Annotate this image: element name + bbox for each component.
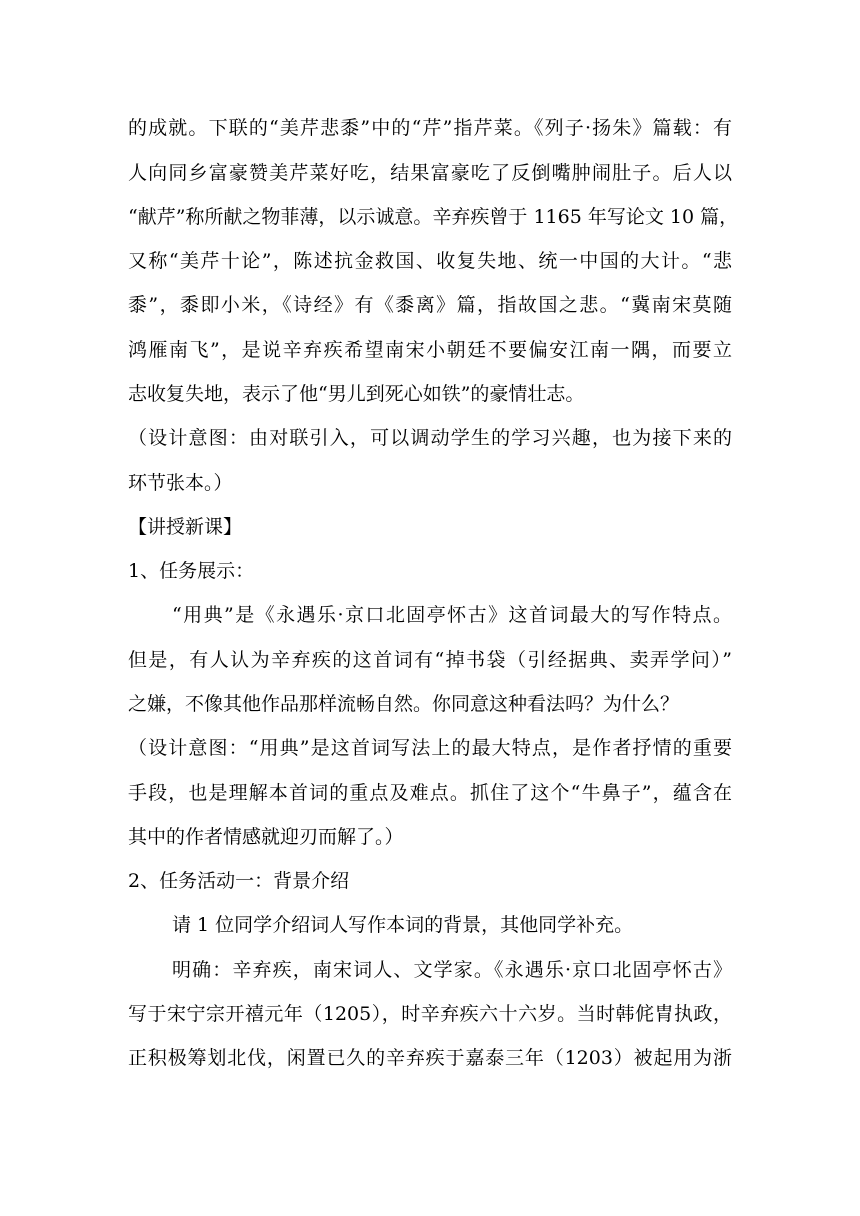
design-intent-line: （设计意图：“用典”是这首词写法上的最大特点，是作者抒情的重要 [128,737,732,759]
section-heading: 【讲授新课】 [128,516,243,538]
paragraph-line: “用典”是《永遇乐·京口北固亭怀古》这首词最大的写作特点。 [172,604,732,626]
paragraph-line: 鸿雁南飞”，是说辛弃疾希望南宋小朝廷不要偏安江南一隅，而要立 [128,339,732,361]
design-intent-line: 其中的作者情感就迎刃而解了。） [128,826,404,848]
paragraph-line: 又称“美芹十论”，陈述抗金救国、收复失地、统一中国的大计。“悲 [128,250,732,272]
paragraph-line: 志收复失地，表示了他“男儿到死心如铁”的豪情壮志。 [128,383,585,405]
paragraph-line: 的成就。下联的“美芹悲黍”中的“芹”指芹菜。《列子·扬朱》篇载：有 [128,117,732,139]
paragraph-line: 正积极筹划北伐，闲置已久的辛弃疾于嘉泰三年（1203）被起用为浙 [128,1047,732,1069]
paragraph-line: 请 1 位同学介绍词人写作本词的背景，其他同学补充。 [172,914,634,936]
paragraph-line: 写于宋宁宗开禧元年（1205），时辛弃疾六十六岁。当时韩侂胄执政， [128,1003,732,1025]
paragraph-line: “献芹”称所献之物菲薄，以示诚意。辛弃疾曾于 1165 年写论文 10 篇， [128,206,739,228]
design-intent-line: 环节张本。） [128,472,233,494]
task-heading: 1、任务展示： [128,560,255,582]
design-intent-line: 手段，也是理解本首词的重点及难点。抓住了这个“牛鼻子”，蕴含在 [128,782,732,804]
paragraph-line: 之嫌，不像其他作品那样流畅自然。你同意这种看法吗？为什么？ [128,693,680,715]
paragraph-line: 黍”，黍即小米，《诗经》有《黍离》篇，指故国之悲。“冀南宋莫随 [128,294,732,316]
paragraph-line: 人向同乡富豪赞美芹菜好吃，结果富豪吃了反倒嘴肿闹肚子。后人以 [128,162,732,184]
task-heading: 2、任务活动一：背景介绍 [128,870,350,892]
paragraph-line: 明确：辛弃疾，南宋词人、文学家。《永遇乐·京口北固亭怀古》 [172,959,732,981]
design-intent-line: （设计意图：由对联引入，可以调动学生的学习兴趣，也为接下来的 [128,427,732,449]
paragraph-line: 但是，有人认为辛弃疾的这首词有“掉书袋（引经据典、卖弄学问）” [128,649,732,671]
